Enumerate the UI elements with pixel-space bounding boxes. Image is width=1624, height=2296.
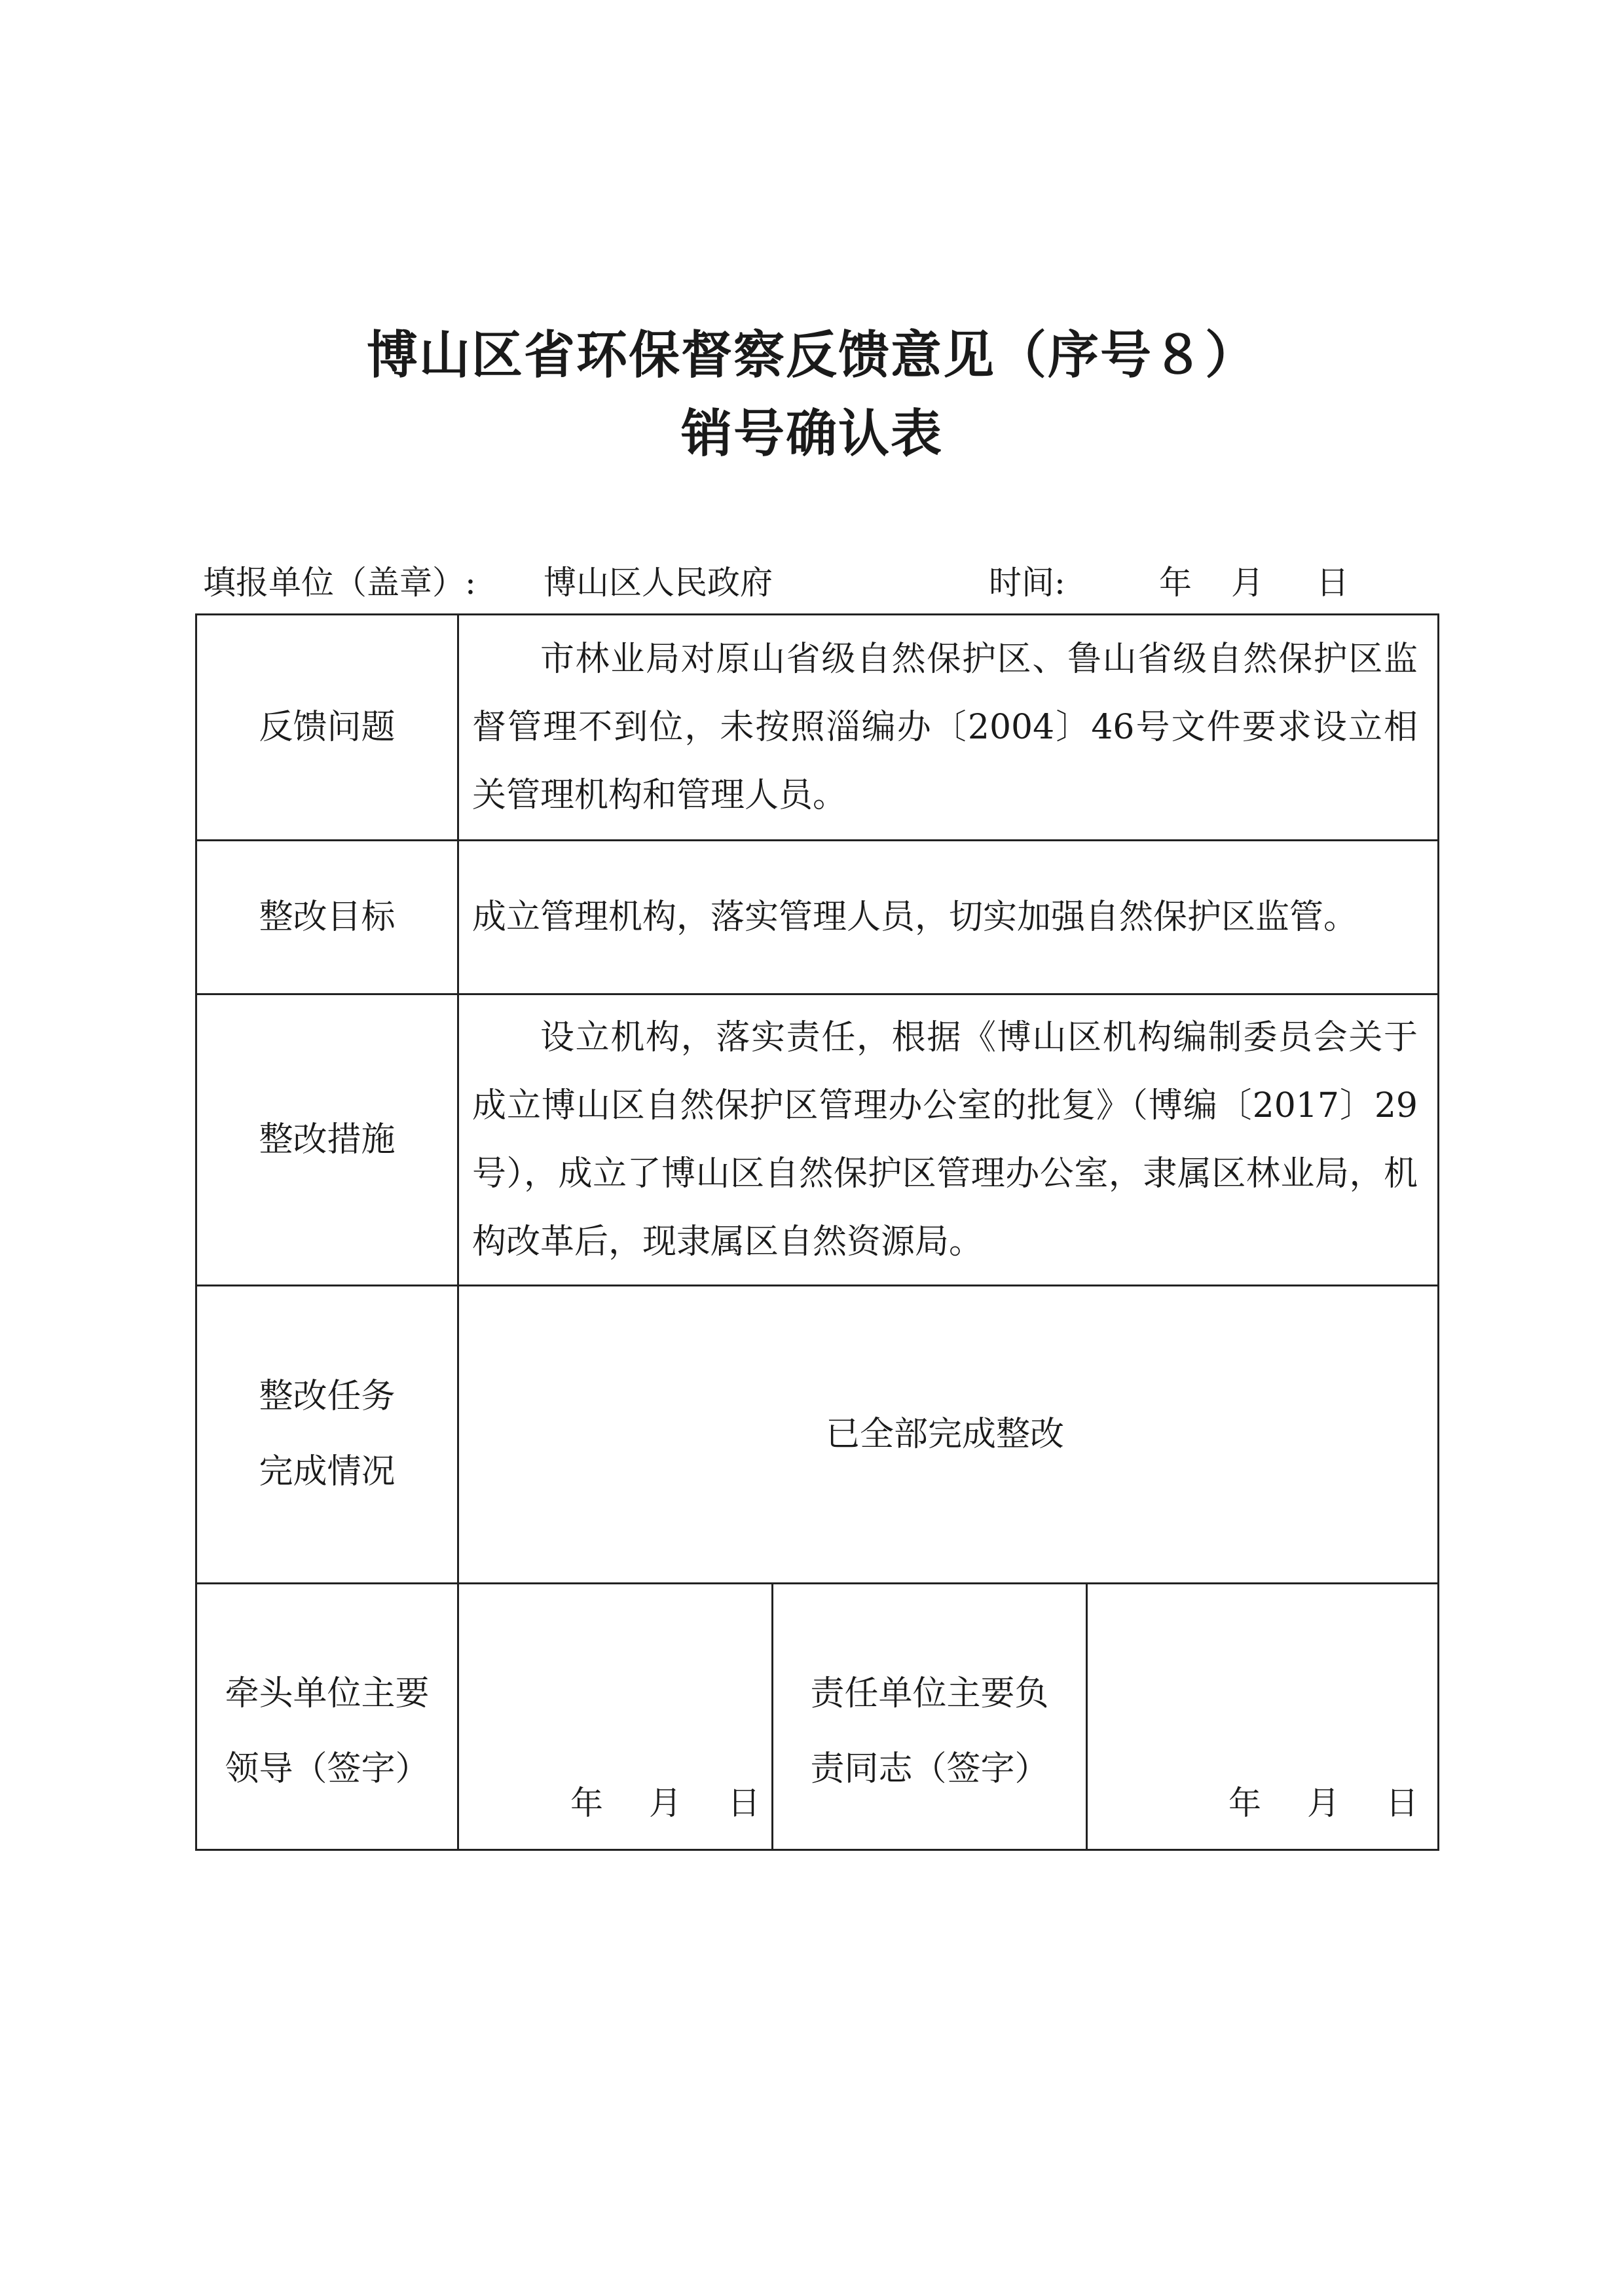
header-fill-line <box>203 556 1447 609</box>
lead-label-line2: 领导（签字） <box>225 1749 430 1789</box>
row-rectification-measures <box>197 995 1437 1286</box>
measures-content-cell <box>459 995 1437 1285</box>
goal-content-cell <box>459 841 1437 993</box>
unit-value: 博山区人民政府 <box>544 564 773 602</box>
resp-year: 年 <box>1228 1784 1261 1822</box>
measures-label: 整改措施 <box>197 995 459 1285</box>
row-feedback-problem <box>197 615 1437 841</box>
header-day: 日 <box>1316 564 1349 602</box>
resp-day: 日 <box>1386 1784 1418 1822</box>
status-label <box>197 1286 459 1582</box>
status-content-cell <box>459 1286 1437 1582</box>
lead-sign-label-cell <box>197 1584 459 1849</box>
problem-content-cell <box>459 615 1437 839</box>
resp-month: 月 <box>1307 1784 1340 1822</box>
row-signatures <box>197 1584 1437 1849</box>
goal-label: 整改目标 <box>197 841 459 993</box>
header-year: 年 <box>1159 564 1192 602</box>
row-completion-status <box>197 1286 1437 1584</box>
lead-label-line1: 牵头单位主要 <box>225 1674 430 1713</box>
resp-label-line1: 责任单位主要负 <box>810 1674 1049 1713</box>
status-label-line1: 整改任务 <box>259 1377 396 1416</box>
document-title-line1: 博山区省环保督察反馈意见（序号８） <box>366 326 1257 385</box>
confirmation-table <box>195 613 1439 1851</box>
row-rectification-goal <box>197 841 1437 995</box>
lead-month: 月 <box>649 1784 682 1822</box>
document-title-line2: 销号确认表 <box>680 405 943 464</box>
goal-content: 成立管理机构，落实管理人员，切实加强自然保护区监管。 <box>472 898 1358 937</box>
lead-year: 年 <box>570 1784 603 1822</box>
resp-sign-area <box>1088 1584 1437 1849</box>
time-label: 时间: <box>989 564 1065 602</box>
status-label-line2: 完成情况 <box>259 1452 396 1491</box>
problem-label: 反馈问题 <box>197 615 459 839</box>
resp-label-line2: 责同志（签字） <box>810 1749 1049 1789</box>
problem-content: 市林业局对原山省级自然保护区、鲁山省级自然保护区监督管理不到位，未按照淄编办〔2004〕46号文件要求设立相关管理机构和管理人员。 <box>472 640 1418 815</box>
lead-sign-date <box>570 1777 767 1823</box>
unit-label: 填报单位（盖章）: <box>203 564 476 602</box>
status-content: 已全部完成整改 <box>825 1415 1064 1454</box>
lead-sign-area <box>459 1584 773 1849</box>
header-month: 月 <box>1231 564 1264 602</box>
resp-sign-date <box>1228 1777 1425 1823</box>
measures-content: 设立机构，落实责任，根据《博山区机构编制委员会关于成立博山区自然保护区管理办公室的批复》（博编〔2017〕29号），成立了博山区自然保护区管理办公室，隶属区林业局，机构改革后，现隶属区自然资源局。 <box>472 1018 1418 1262</box>
lead-day: 日 <box>728 1784 760 1822</box>
resp-sign-label-cell <box>773 1584 1088 1849</box>
